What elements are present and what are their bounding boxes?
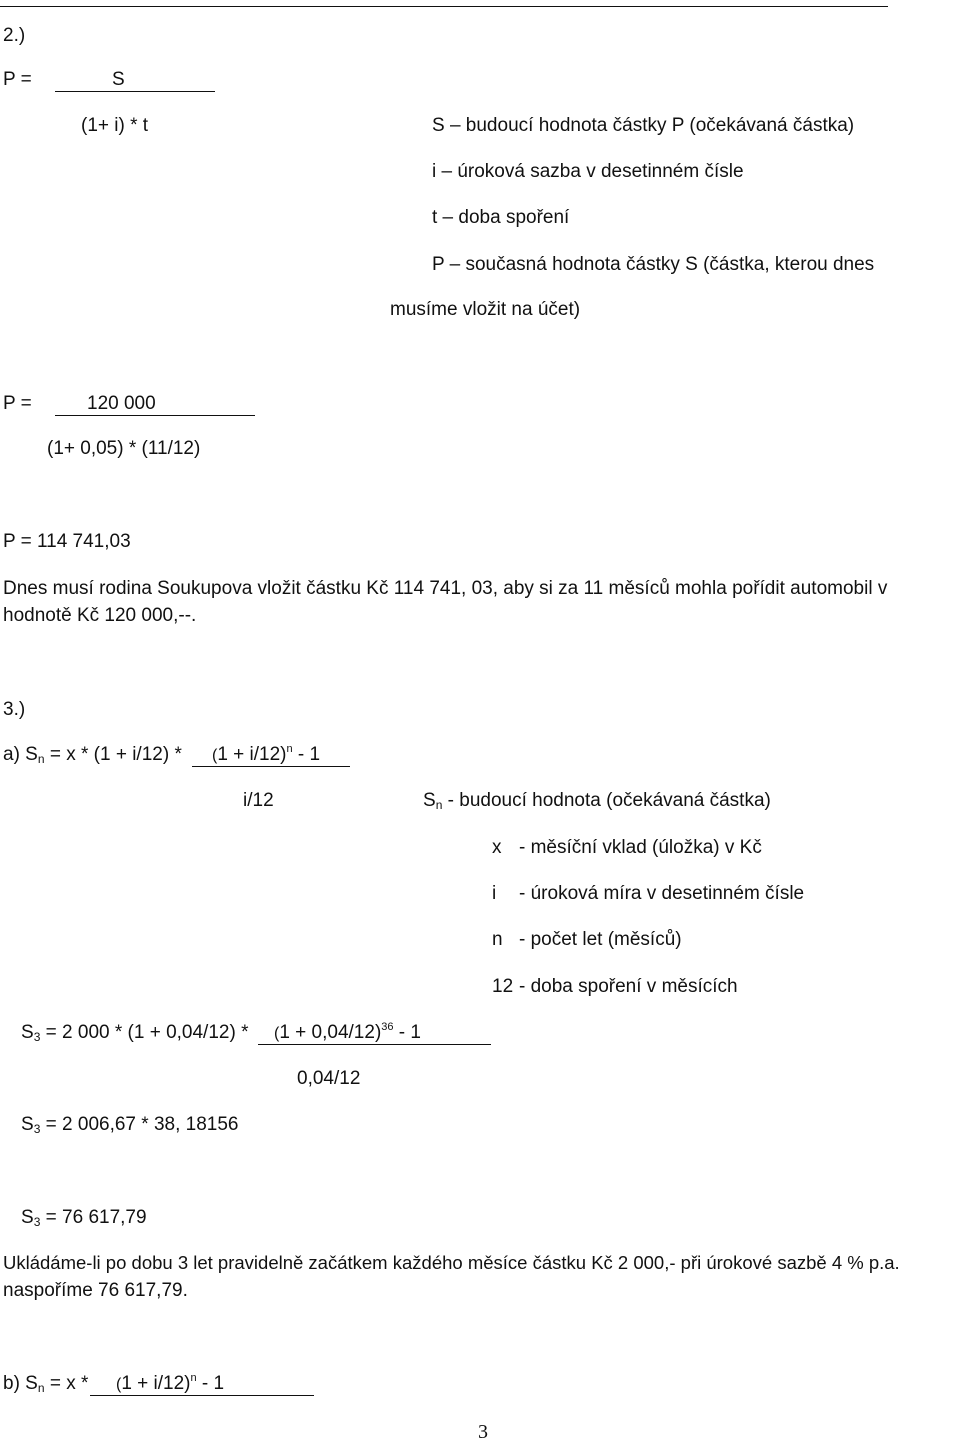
formula-a-num-body: 1 + i/12) xyxy=(217,744,287,765)
section-3-conclusion-line-1: Ukládáme-li po dobu 3 let pravidelně začátkem každého měsíce částku Kč 2 000,- při úrokové sazbě 4 % p.a. xyxy=(3,1252,900,1273)
calc-p-denominator: (1+ 0,05) * (11/12) xyxy=(47,438,201,459)
legend-x-symbol: x xyxy=(492,837,502,858)
formula-a-prefix: a) S xyxy=(3,744,38,765)
formula-p-denominator: (1+ i) * t xyxy=(81,115,149,136)
page-number: 3 xyxy=(478,1421,488,1443)
legend-12 xyxy=(492,977,738,996)
legend-x xyxy=(492,838,762,857)
calc-s3-2-rest: = 2 006,67 * 38, 18156 xyxy=(40,1114,239,1135)
formula-a xyxy=(3,745,182,764)
calc-s3-3-sub: 3 xyxy=(33,1215,41,1229)
legend-item-t: t – doba spoření xyxy=(432,207,570,228)
legend-item-s: S – budoucí hodnota částky P (očekávaná částka) xyxy=(432,115,855,136)
formula-p-lhs: P = xyxy=(3,69,32,90)
calc-s3-1-mid: = 2 000 * (1 + 0,04/12) * xyxy=(40,1022,249,1043)
calc-s3-3-prefix: S xyxy=(21,1207,34,1228)
calc-s3-1 xyxy=(21,1023,248,1042)
formula-a-denominator: i/12 xyxy=(243,790,274,811)
formula-b-mid: = x * xyxy=(44,1373,89,1394)
calc-p-lhs: P = xyxy=(3,393,32,414)
legend-sn-text: - budoucí hodnota (očekávaná částka) xyxy=(442,790,771,811)
legend-n-text: - počet let (měsíců) xyxy=(519,929,682,950)
section-3-conclusion-line-2: naspoříme 76 617,79. xyxy=(3,1280,188,1301)
formula-a-num-tail: - 1 xyxy=(292,744,321,765)
calc-s3-1-prefix: S xyxy=(21,1022,34,1043)
legend-sn-symbol: S xyxy=(423,790,436,811)
calc-s3-3-rest: = 76 617,79 xyxy=(40,1207,147,1228)
legend-sn xyxy=(423,791,771,810)
legend-i-symbol: i xyxy=(492,883,497,904)
section-2-conclusion-line-1: Dnes musí rodina Soukupova vložit částku Kč 114 741, 03, aby si za 11 měsíců mohla pořídit automobil v xyxy=(3,578,888,599)
section-3-heading: 3.) xyxy=(3,699,26,720)
formula-a-num-sup: n xyxy=(286,743,293,755)
legend-n xyxy=(492,930,682,949)
section-2-conclusion-line-2: hodnotě Kč 120 000,--. xyxy=(3,605,197,626)
formula-b-num-open: ( xyxy=(116,1376,122,1393)
calc-p-numerator xyxy=(55,394,255,416)
legend-item-p-cont: musíme vložit na účet) xyxy=(390,299,581,320)
calc-s3-2-sub: 3 xyxy=(33,1122,41,1136)
calc-s3-1-num-sup: 36 xyxy=(381,1021,394,1033)
formula-b-num-body: 1 + i/12) xyxy=(121,1373,191,1394)
section-2-heading: 2.) xyxy=(3,25,26,46)
formula-a-mid: = x * (1 + i/12) * xyxy=(44,744,182,765)
formula-b xyxy=(3,1374,88,1393)
formula-p-numerator-text: S xyxy=(112,69,125,90)
calc-s3-1-denominator: 0,04/12 xyxy=(297,1068,361,1089)
calc-s3-3 xyxy=(21,1208,147,1227)
legend-n-symbol: n xyxy=(492,929,503,950)
formula-a-num-open: ( xyxy=(212,747,218,764)
top-rule xyxy=(0,6,888,7)
formula-p-numerator xyxy=(55,70,215,92)
legend-sn-sub: n xyxy=(435,798,443,812)
legend-i xyxy=(492,884,804,903)
formula-a-numerator xyxy=(192,745,350,767)
calc-s3-1-num-tail: - 1 xyxy=(393,1022,421,1043)
legend-12-symbol: 12 xyxy=(492,976,514,997)
calc-s3-1-num-body: 1 + 0,04/12) xyxy=(279,1022,382,1043)
legend-item-i: i – úroková sazba v desetinném čísle xyxy=(432,161,744,182)
formula-a-sub: n xyxy=(37,752,45,766)
legend-item-p: P – současná hodnota částky S (částka, kterou dnes xyxy=(432,254,875,275)
calc-s3-1-sub: 3 xyxy=(33,1030,41,1044)
formula-b-num-sup: n xyxy=(190,1372,197,1384)
legend-x-text: - měsíční vklad (úložka) v Kč xyxy=(519,837,762,858)
formula-b-numerator xyxy=(90,1374,314,1396)
calc-s3-1-numerator xyxy=(258,1023,491,1045)
legend-i-text: - úroková míra v desetinném čísle xyxy=(519,883,805,904)
calc-s3-2-prefix: S xyxy=(21,1114,34,1135)
calc-p-result: P = 114 741,03 xyxy=(3,531,131,552)
formula-b-prefix: b) S xyxy=(3,1373,38,1394)
calc-s3-1-num-open: ( xyxy=(274,1025,280,1042)
formula-b-sub: n xyxy=(37,1381,45,1395)
calc-p-numerator-text: 120 000 xyxy=(87,393,156,414)
legend-12-text: - doba spoření v měsících xyxy=(519,976,738,997)
calc-s3-2 xyxy=(21,1115,238,1134)
formula-b-num-tail: - 1 xyxy=(196,1373,225,1394)
